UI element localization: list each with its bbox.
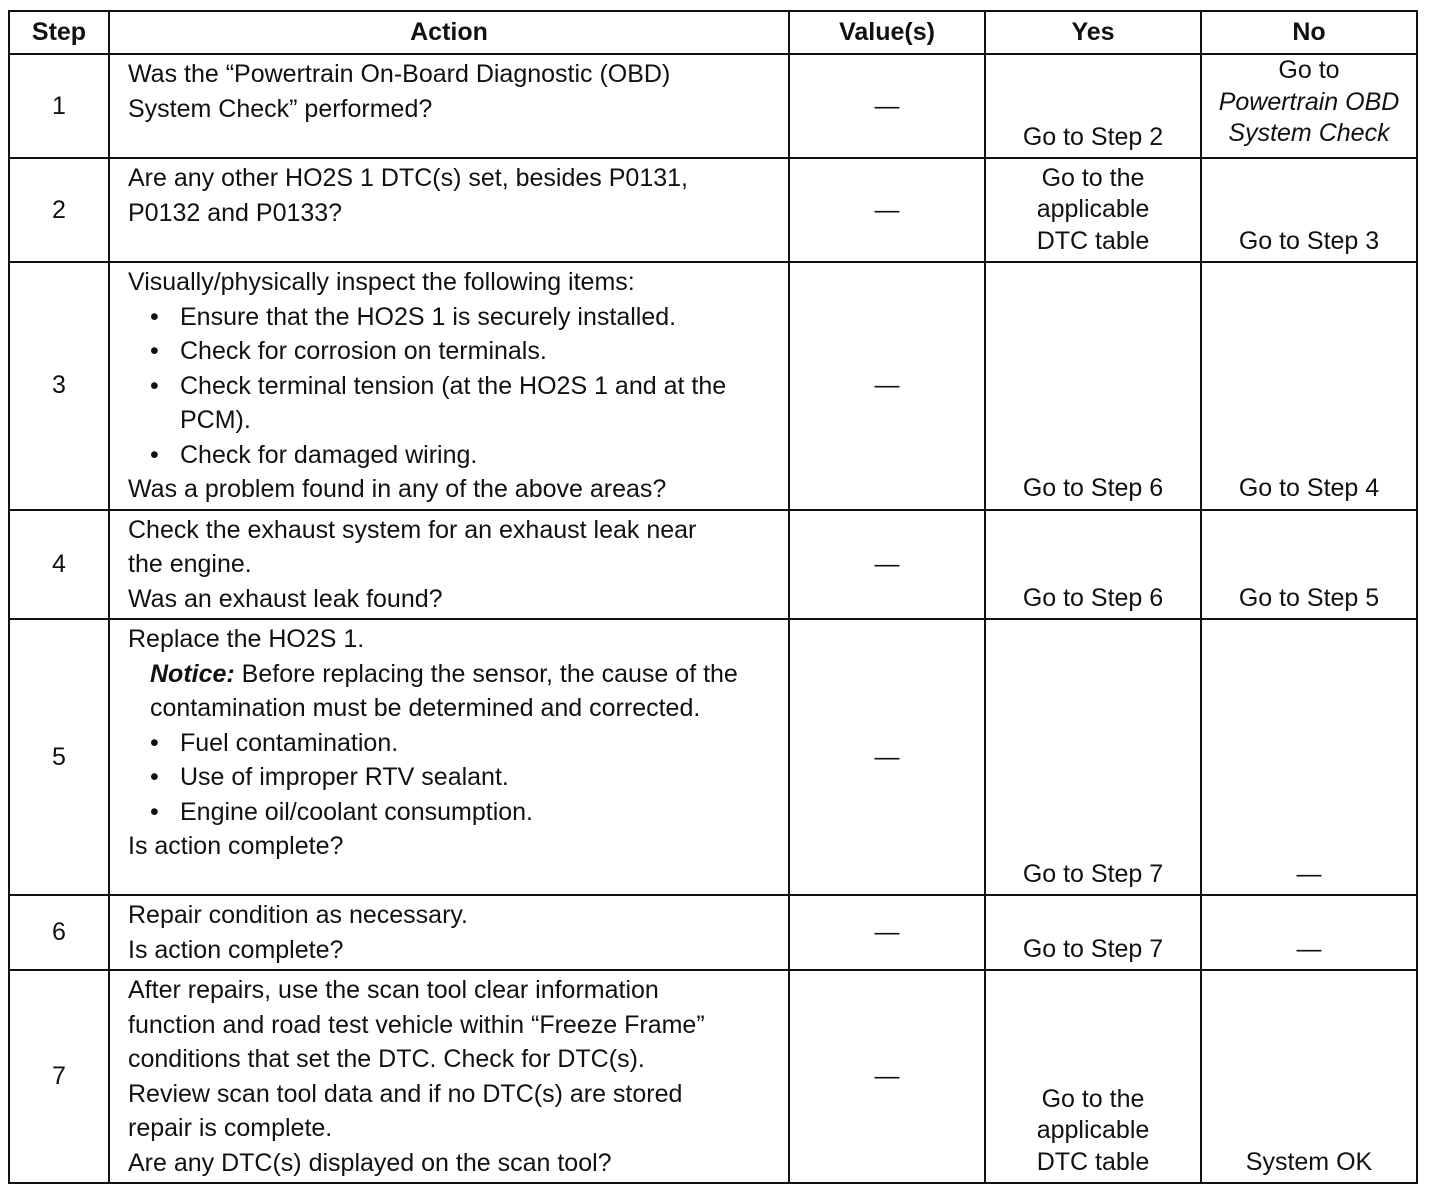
step-number: 6 (9, 895, 109, 970)
no-line-italic: Powertrain OBD (1218, 87, 1400, 116)
value-cell: — (789, 619, 985, 895)
step-number: 5 (9, 619, 109, 895)
table-row (9, 970, 1417, 1183)
bullet-item (128, 334, 782, 369)
bullet-icon: • (150, 440, 159, 469)
table-row (9, 158, 1417, 262)
action-cell (109, 895, 789, 970)
table-row (9, 895, 1417, 970)
step-number: 2 (9, 158, 109, 262)
step-number: 4 (9, 510, 109, 620)
notice-label: Notice: (150, 659, 235, 688)
value-cell: — (789, 970, 985, 1183)
no-cell: — (1201, 619, 1417, 895)
table-row (9, 619, 1417, 895)
yes-cell: Go to Step 6 (985, 262, 1201, 510)
action-line: Was the “Powertrain On-Board Diagnostic (OBD) (128, 60, 671, 88)
action-line: Was an exhaust leak found? (128, 584, 443, 613)
no-cell (1201, 54, 1417, 158)
no-cell: Go to Step 3 (1201, 158, 1417, 262)
bullet-text: Check for damaged wiring. (180, 440, 478, 469)
header-step: Step (9, 11, 109, 54)
yes-line: applicable (1036, 195, 1150, 223)
no-cell: System OK (1201, 970, 1417, 1183)
bullet-item (128, 369, 782, 438)
action-line: the engine. (128, 550, 252, 578)
action-cell (109, 619, 789, 895)
bullet-item (128, 726, 782, 761)
bullet-item (128, 300, 782, 335)
action-line: System Check” performed? (128, 94, 433, 123)
action-line: Check the exhaust system for an exhaust leak near (128, 515, 697, 544)
action-line: function and road test vehicle within “Freeze Frame” (128, 1010, 705, 1039)
yes-line: applicable (1036, 1116, 1150, 1144)
step-number: 7 (9, 970, 109, 1183)
header-no: No (1201, 11, 1417, 54)
action-line: Is action complete? (128, 935, 344, 964)
notice (128, 657, 782, 726)
bullet-item (128, 438, 782, 473)
value-cell: — (789, 510, 985, 620)
bullet-icon: • (150, 337, 159, 365)
bullet-icon: • (150, 371, 159, 400)
action-cell (109, 970, 789, 1183)
no-cell: — (1201, 895, 1417, 970)
header-action: Action (109, 11, 789, 54)
yes-line: Go to the (1041, 1084, 1145, 1113)
bullet-text: Fuel contamination. (180, 728, 399, 757)
value-cell: — (789, 895, 985, 970)
yes-cell: Go to Step 6 (985, 510, 1201, 620)
step-number: 1 (9, 54, 109, 158)
action-line: Are any other HO2S 1 DTC(s) set, besides P0131, (128, 164, 688, 192)
action-cell (109, 54, 789, 158)
bullet-text: Ensure that the HO2S 1 is securely installed. (180, 302, 677, 331)
step-number: 3 (9, 262, 109, 510)
diagnostic-table (8, 10, 1418, 1184)
value-cell: — (789, 158, 985, 262)
table-row (9, 510, 1417, 620)
yes-cell: Go to Step 7 (985, 895, 1201, 970)
action-line: P0132 and P0133? (128, 198, 343, 227)
yes-line: DTC table (1036, 1147, 1150, 1176)
bullet-item (128, 760, 782, 795)
action-line: Are any DTC(s) displayed on the scan tool? (128, 1148, 612, 1177)
header-values: Value(s) (789, 11, 985, 54)
yes-cell: Go to Step 7 (985, 619, 1201, 895)
action-cell (109, 262, 789, 510)
no-line: Go to (1278, 56, 1340, 84)
table-row (9, 54, 1417, 158)
yes-cell: Go to Step 2 (985, 54, 1201, 158)
bullet-icon: • (150, 763, 159, 791)
action-intro: Replace the HO2S 1. (128, 625, 365, 653)
header-row (9, 11, 1417, 54)
bullet-icon: • (150, 728, 159, 757)
yes-cell (985, 970, 1201, 1183)
no-line-italic: System Check (1228, 119, 1390, 147)
value-cell: — (789, 54, 985, 158)
yes-line: DTC table (1036, 226, 1150, 255)
table-row (9, 262, 1417, 510)
action-cell (109, 158, 789, 262)
bullet-text: Engine oil/coolant consumption. (180, 797, 534, 826)
value-cell: — (789, 262, 985, 510)
action-question: Is action complete? (128, 832, 344, 860)
action-line: repair is complete. (128, 1114, 333, 1142)
bullet-icon: • (150, 797, 159, 826)
yes-line: Go to the (1041, 163, 1145, 192)
no-cell: Go to Step 4 (1201, 262, 1417, 510)
action-cell (109, 510, 789, 620)
action-line: conditions that set the DTC. Check for DTC(s). (128, 1045, 645, 1073)
bullet-item (128, 795, 782, 830)
action-line: Review scan tool data and if no DTC(s) are stored (128, 1079, 683, 1108)
header-yes: Yes (985, 11, 1201, 54)
bullet-text: Check terminal tension (at the HO2S 1 and at the PCM). (180, 371, 727, 434)
action-line: Repair condition as necessary. (128, 901, 468, 929)
yes-cell (985, 158, 1201, 262)
action-intro: Visually/physically inspect the following items: (128, 268, 635, 296)
no-cell: Go to Step 5 (1201, 510, 1417, 620)
bullet-text: Use of improper RTV sealant. (180, 763, 509, 791)
bullet-text: Check for corrosion on terminals. (180, 337, 547, 365)
action-line: After repairs, use the scan tool clear information (128, 976, 659, 1004)
bullet-icon: • (150, 302, 159, 331)
action-question: Was a problem found in any of the above areas? (128, 475, 667, 503)
notice-text: Before replacing the sensor, the cause of the contamination must be determined and corrected. (150, 659, 738, 722)
